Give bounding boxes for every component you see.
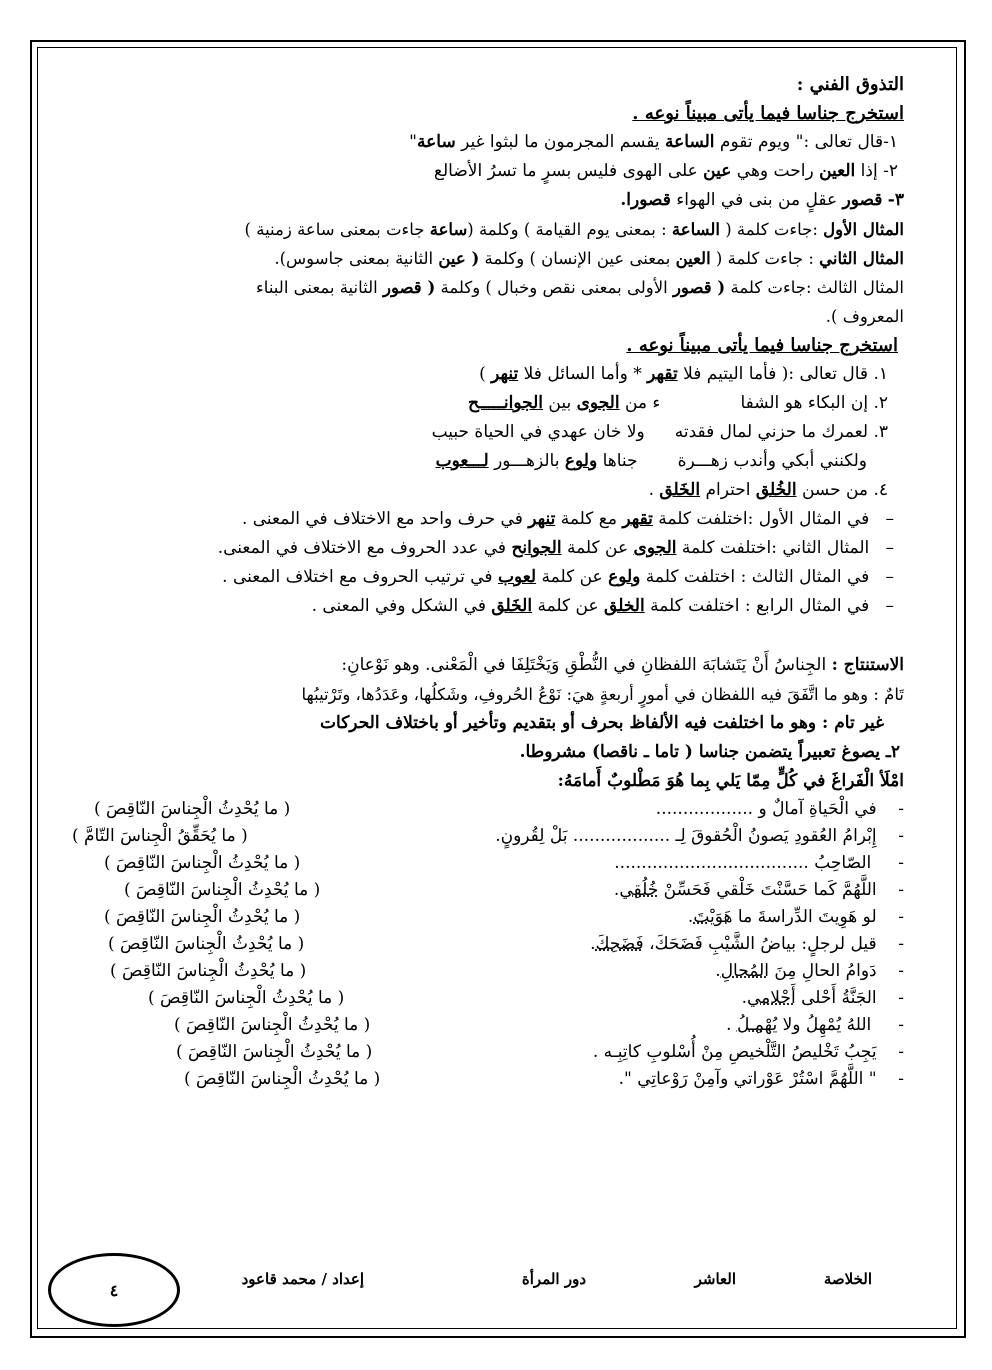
conclusion-full: تَامٌ : وهو ما اتَّفَقَ فيه اللفظان في أمورٍ أربعةٍ هيَ: نَوْعُ الحُروفِ، وشَكلُها، وعَدَدُها، وتَرْتيبُها	[301, 685, 904, 704]
fill-instruction: امْلَأ الْفَراغَ في كُلٍّ مِمّا يَلي بِما هُوَ مَطْلوبٌ أَمامَهُ:	[557, 771, 904, 791]
fill-item: - لو هَوِيتَ الدِّراسةَ ما هَوَيْتَ. ( ما يُحْدِثُ الْجِناسَ النّاقِصَ )	[74, 904, 904, 931]
q1-item-3: ٣- قصور عقلٍ من بنى في الهواء قصورا.	[620, 190, 904, 210]
q2-instruction: استخرج جناسا فيما يأتى مبيناً نوعه .	[626, 335, 898, 356]
fill-item-text: قيل لرجلٍ: بياضُ الشَّيْبِ فَضَحَكَ،	[643, 934, 877, 954]
fill-item-hint: ( ما يُحْدِثُ الْجِناسَ النّاقِصَ )	[110, 961, 307, 981]
fill-item-text: يَجِبُ تَخْليصُ التَّلْخيصِ مِنْ أُسْلوبِ كاتِبِـه .	[592, 1042, 877, 1062]
q2-item-3: ٣. لعمرك ما حزني لمال فقدتهولا خان عهدي في الحياة حبيب	[431, 422, 888, 442]
fill-item: - الصّاحِبُ .................................... ( ما يُحْدِثُ الْجِناسَ النّاقِصَ )	[74, 850, 904, 877]
conclusion-partial: غير تام : وهو ما اختلفت فيه الألفاظ بحرف أو بتقديم وتأخير أو باختلاف الحركات	[320, 713, 884, 733]
answer-2: – المثال الثاني :اختلفت كلمة الجوى عن كلمة الجوانح في عدد الحروف مع الاختلاف في المعنى.	[217, 538, 894, 558]
footer-summary: الخلاصة	[823, 1270, 872, 1288]
task-2: ٢ـ يصوغ تعبيراً يتضمن جناسا ( تاما ـ ناقصا) مشروطا.	[519, 742, 900, 762]
fill-item: - " اللَّهُمَّ اسْتُرْ عَوْراتي وآمِنْ رَوْعاتِي ". ( ما يُحْدِثُ الْجِناسَ النّاقِصَ )	[74, 1066, 904, 1093]
fill-item: - اللهُ يُمْهِلُ ولا يُهْمِـلُ . ( ما يُحْدِثُ الْجِناسَ النّاقِصَ )	[74, 1012, 904, 1039]
fill-item-hint: ( ما يُحْدِثُ الْجِناسَ النّاقِصَ )	[104, 907, 301, 927]
fill-item: - الجَنَّةُ أَحْلى أَحْلامي. ( ما يُحْدِثُ الْجِناسَ النّاقِصَ )	[74, 985, 904, 1012]
fill-item: - إِبْرامُ العُقودِ يَصونُ الْحُقوقَ لِـ .................. بَلْ لِقُرونٍ. ( ما يُحَقِّقُ الْجِناسَ التّامَّ )	[74, 823, 904, 850]
fill-item-hint: ( ما يُحْدِثُ الْجِناسَ النّاقِصَ )	[176, 1042, 373, 1062]
fill-item-target-word: فَضَحِكَ	[595, 934, 644, 954]
fill-item-target-word: خُلُقِي	[619, 880, 659, 900]
fill-item-hint: ( ما يُحْدِثُ الْجِناسَ النّاقِصَ )	[104, 853, 301, 873]
fill-item-hint: ( ما يُحْدِثُ الْجِناسَ النّاقِصَ )	[174, 1015, 371, 1035]
q1-item-1: ١-قال تعالى :" ويوم تقوم الساعة يقسم المجرمون ما لبثوا غير ساعة"	[409, 132, 898, 152]
fill-item: - قيل لرجلٍ: بياضُ الشَّيْبِ فَضَحَكَ، فَضَحِكَ. ( ما يُحْدِثُ الْجِناسَ النّاقِصَ )	[74, 931, 904, 958]
example-2: المثال الثاني : جاءت كلمة ( العين بمعنى عين الإنسان ) وكلمة ( عين الثانية بمعنى جاسوس).	[274, 249, 904, 268]
q2-item-3-verse2: ولكنني أبكي وأندب زهـــرةجناها ولوع بالزهـــور لـــعوب	[435, 451, 867, 471]
fill-item-hint: ( ما يُحْدِثُ الْجِناسَ النّاقِصَ )	[94, 799, 291, 819]
example-3: المثال الثالث :جاءت كلمة ( قصور الأولى بمعنى نقص وخبال ) وكلمة ( قصور الثانية بمعنى البناء	[256, 278, 904, 297]
fill-item-text: دَوامُ الحالِ مِنَ	[768, 961, 877, 981]
footer-author: إعداد / محمد قاعود	[241, 1270, 364, 1288]
fill-item-target-word: أَحْلامي	[747, 988, 796, 1008]
fill-item: - دَوامُ الحالِ مِنَ المُحالِ. ( ما يُحْدِثُ الْجِناسَ النّاقِصَ )	[74, 958, 904, 985]
q2-item-2: ٢. إن البكاء هو الشفاء من الجوى بين الجوانـــــح	[467, 393, 888, 413]
fill-item-target-word: يُهْمِـلُ	[736, 1015, 778, 1035]
fill-item-text: في الْحَياةِ آمالٌ و ..................	[655, 799, 877, 819]
q2-item-1: ١. قال تعالى :( فأما اليتيم فلا تقهر * وأما السائل فلا تنهر )	[479, 364, 888, 384]
answer-1: – في المثال الأول :اختلفت كلمة تقهر مع كلمة تنهر في حرف واحد مع الاختلاف في المعنى .	[241, 509, 894, 529]
fill-item-text: إِبْرامُ العُقودِ يَصونُ الْحُقوقَ لِـ .................. بَلْ لِقُرونٍ.	[495, 826, 877, 846]
conclusion-definition: الاستنتاج : الجِناسُ أَنْ يَتَشابَهَ اللفظانِ في النُّطْقِ وَيَخْتَلِفَا في الْمَعْنى. وهو نَوْعانِ:	[341, 655, 904, 675]
fill-item-text: اللهُ يُمْهِلُ ولا	[777, 1015, 877, 1035]
page-content	[74, 70, 904, 1093]
fill-item-target-word: المُحالِ	[720, 961, 769, 981]
fill-item-text: اللَّهُمَّ كَما حَسَّنْتَ خَلْقي فَحَسِّنْ	[658, 880, 877, 900]
fill-item-target-word: هَوَيْتَ	[693, 907, 733, 927]
section-title: التذوق الفني :	[796, 74, 904, 95]
fill-item-hint: ( ما يُحَقِّقُ الْجِناسَ التّامَّ )	[72, 826, 248, 846]
fill-item-text: الصّاحِبُ ....................................	[614, 853, 877, 873]
fill-item-text: لو هَوِيتَ الدِّراسةَ ما	[732, 907, 877, 927]
example-3-cont: المعروف ).	[825, 307, 904, 326]
fill-item-text: الجَنَّةُ أَحْلى	[795, 988, 877, 1008]
answer-3: – في المثال الثالث : اختلفت كلمة ولوع عن كلمة لعوب في ترتيب الحروف مع اختلاف المعنى .	[222, 567, 894, 587]
footer-lesson: دور المرأة	[521, 1270, 586, 1288]
fill-list	[74, 796, 904, 1093]
q1-instruction: استخرج جناسا فيما يأتى مبيناً نوعه .	[632, 103, 904, 124]
footer-grade: العاشر	[694, 1270, 736, 1288]
answer-4: – في المثال الرابع : اختلفت كلمة الخلق عن كلمة الخَلق في الشكل وفي المعنى .	[311, 596, 894, 616]
fill-item-hint: ( ما يُحْدِثُ الْجِناسَ النّاقِصَ )	[124, 880, 321, 900]
example-1: المثال الأول :جاءت كلمة ( الساعة : بمعنى يوم القيامة ) وكلمة (ساعة جاءت بمعنى ساعة زمنية )	[244, 220, 904, 239]
page-number-oval	[48, 1253, 180, 1327]
fill-item: - في الْحَياةِ آمالٌ و .................. ( ما يُحْدِثُ الْجِناسَ النّاقِصَ )	[74, 796, 904, 823]
fill-item-hint: ( ما يُحْدِثُ الْجِناسَ النّاقِصَ )	[148, 988, 345, 1008]
page-number: ٤	[109, 1280, 119, 1300]
fill-item-hint: ( ما يُحْدِثُ الْجِناسَ النّاقِصَ )	[108, 934, 305, 954]
fill-item-hint: ( ما يُحْدِثُ الْجِناسَ النّاقِصَ )	[184, 1069, 381, 1089]
fill-item-text: " اللَّهُمَّ اسْتُرْ عَوْراتي وآمِنْ رَوْعاتِي ".	[618, 1069, 877, 1089]
q1-item-2: ٢- إذا العين راحت وهي عين على الهوى فليس بسرٍ ما تسرُ الأضالع	[433, 161, 898, 181]
fill-item: - اللَّهُمَّ كَما حَسَّنْتَ خَلْقي فَحَسِّنْ خُلُقِي. ( ما يُحْدِثُ الْجِناسَ النّاقِصَ )	[74, 877, 904, 904]
fill-item: - يَجِبُ تَخْليصُ التَّلْخيصِ مِنْ أُسْلوبِ كاتِبِـه . ( ما يُحْدِثُ الْجِناسَ النّاقِصَ )	[74, 1039, 904, 1066]
q2-item-4: ٤. من حسن الخُلق احترام الخَلق .	[648, 480, 888, 500]
